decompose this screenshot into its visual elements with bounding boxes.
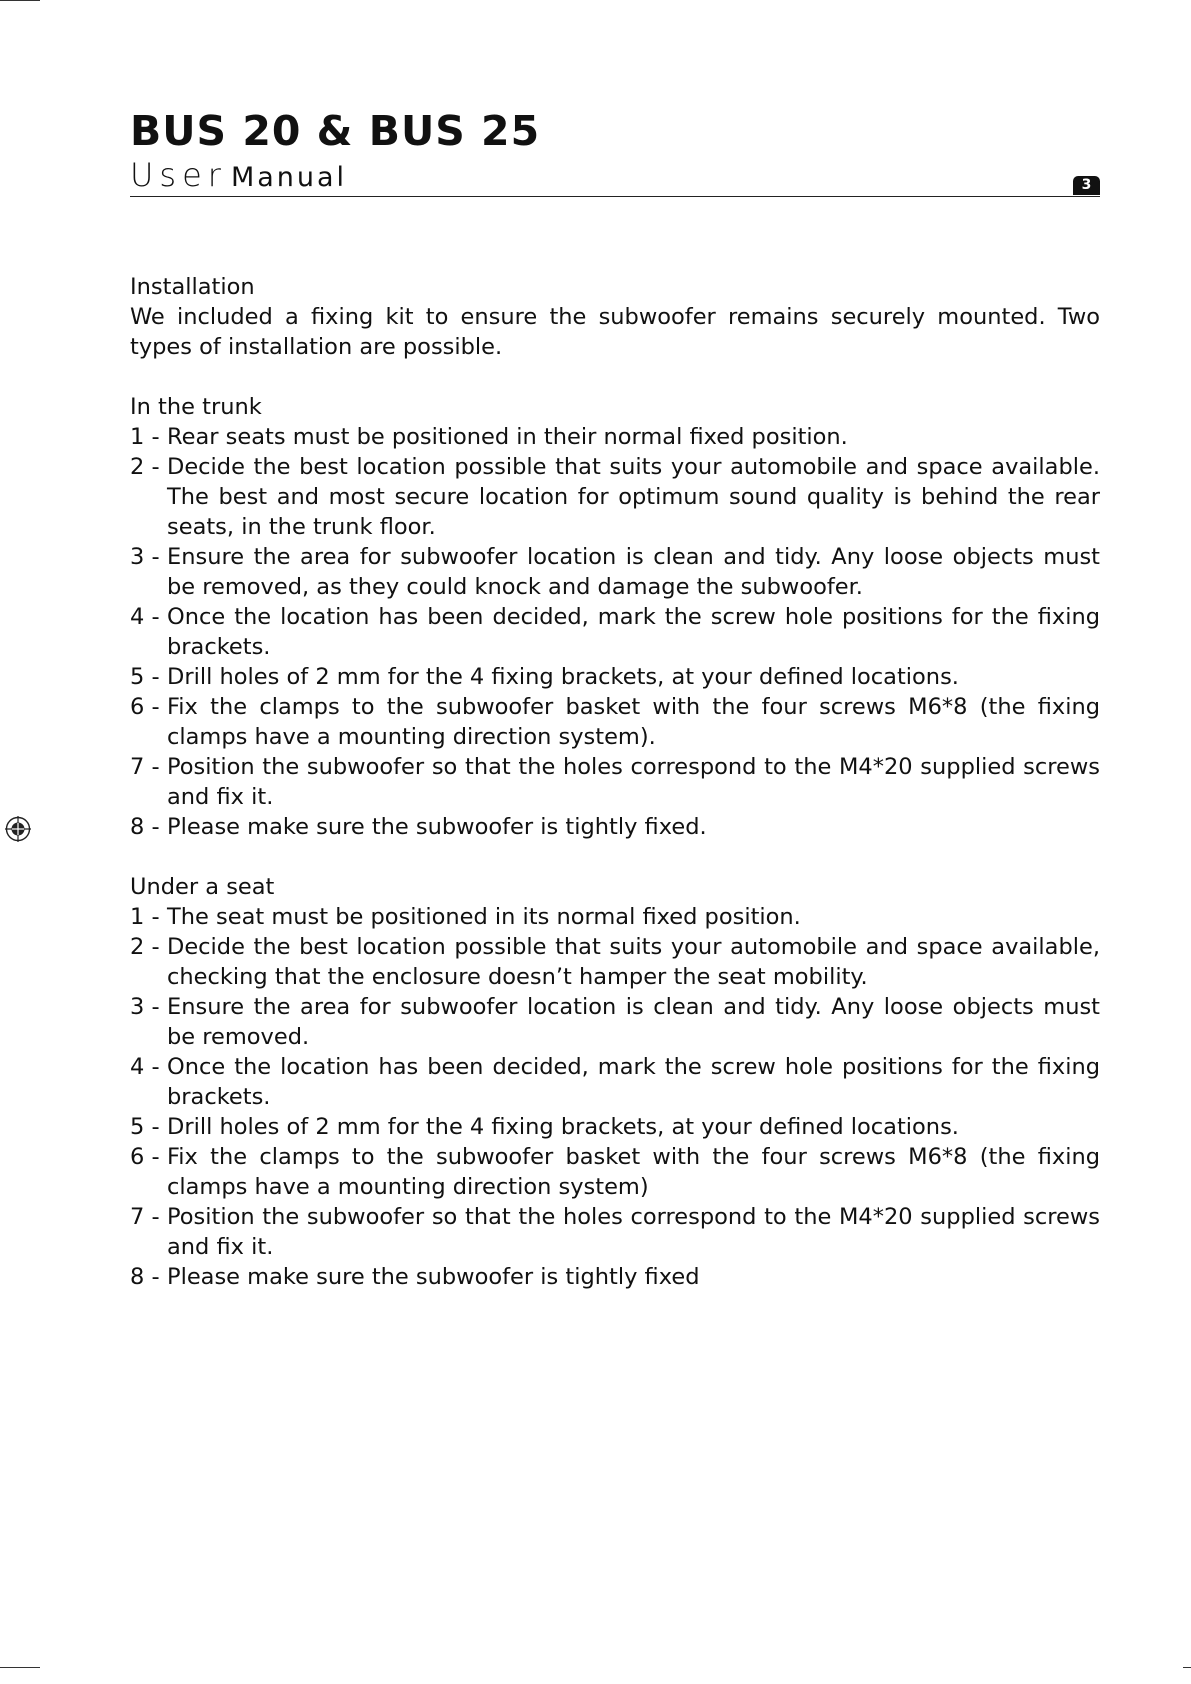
list-item (130, 992, 1100, 1052)
installation-heading: Installation (130, 274, 255, 300)
registration-mark-icon (5, 816, 31, 842)
step-text: Please make sure the subwoofer is tightly fixed (167, 1264, 700, 1290)
header-rule (130, 196, 1100, 197)
step-number: 7 - (130, 754, 160, 780)
crop-mark-bottom-right (1183, 1667, 1191, 1668)
page-number-badge: 3 (1073, 176, 1100, 195)
step-number: 5 - (130, 664, 160, 690)
page-header (130, 108, 1100, 194)
step-text: Fix the clamps to the subwoofer basket with the four screws M6*8 (the fixing clamps have a mounting direction system) (167, 1144, 1100, 1200)
step-number: 6 - (130, 1144, 160, 1170)
list-item (130, 422, 1100, 452)
step-number: 1 - (130, 424, 160, 450)
crop-mark-bottom-left (0, 1667, 40, 1668)
crop-mark-top-left (0, 0, 40, 1)
step-number: 4 - (130, 604, 160, 630)
step-text: Once the location has been decided, mark the screw hole positions for the fixing brackets. (167, 1054, 1100, 1110)
step-text: Drill holes of 2 mm for the 4 fixing brackets, at your defined locations. (167, 664, 959, 690)
list-item (130, 812, 1100, 842)
step-number: 2 - (130, 934, 160, 960)
seat-steps-list (130, 902, 1100, 1292)
step-number: 2 - (130, 454, 160, 480)
list-item (130, 1142, 1100, 1202)
list-item (130, 752, 1100, 812)
step-text: Rear seats must be positioned in their normal fixed position. (167, 424, 848, 450)
step-text: Decide the best location possible that suits your automobile and space available. The best and most secure location for optimum sound quality is behind the rear seats, in the trunk floor. (167, 454, 1100, 540)
list-item (130, 452, 1100, 542)
subtitle-user: User (130, 156, 227, 194)
step-number: 1 - (130, 904, 160, 930)
step-number: 4 - (130, 1054, 160, 1080)
list-item (130, 1052, 1100, 1112)
installation-text: We included a fixing kit to ensure the subwoofer remains securely mounted. Two types of installation are possible. (130, 304, 1100, 360)
trunk-steps-list (130, 422, 1100, 842)
step-text: Please make sure the subwoofer is tightly fixed. (167, 814, 707, 840)
seat-section (130, 872, 1100, 1292)
list-item (130, 1262, 1100, 1292)
step-text: Ensure the area for subwoofer location is clean and tidy. Any loose objects must be removed, as they could knock and damage the subwoofer. (167, 544, 1100, 600)
manual-title: BUS 20 & BUS 25 (130, 107, 541, 155)
step-text: Position the subwoofer so that the holes correspond to the M4*20 supplied screws and fix it. (167, 754, 1100, 810)
list-item (130, 1202, 1100, 1262)
subtitle-manual: Manual (230, 162, 348, 193)
step-number: 8 - (130, 814, 160, 840)
manual-subtitle (130, 156, 1100, 194)
list-item (130, 902, 1100, 932)
step-text: Fix the clamps to the subwoofer basket with the four screws M6*8 (the fixing clamps have a mounting direction system). (167, 694, 1100, 750)
list-item (130, 1112, 1100, 1142)
step-number: 6 - (130, 694, 160, 720)
step-number: 3 - (130, 994, 160, 1020)
list-item (130, 692, 1100, 752)
step-number: 8 - (130, 1264, 160, 1290)
installation-section (130, 272, 1100, 362)
trunk-section (130, 392, 1100, 842)
list-item (130, 932, 1100, 992)
step-text: Drill holes of 2 mm for the 4 fixing brackets, at your defined locations. (167, 1114, 959, 1140)
list-item (130, 542, 1100, 602)
list-item (130, 602, 1100, 662)
trunk-heading: In the trunk (130, 394, 262, 420)
step-text: Position the subwoofer so that the holes correspond to the M4*20 supplied screws and fix it. (167, 1204, 1100, 1260)
seat-heading: Under a seat (130, 874, 275, 900)
step-number: 3 - (130, 544, 160, 570)
step-number: 7 - (130, 1204, 160, 1230)
step-number: 5 - (130, 1114, 160, 1140)
step-text: Ensure the area for subwoofer location is clean and tidy. Any loose objects must be removed. (167, 994, 1100, 1050)
step-text: The seat must be positioned in its normal fixed position. (167, 904, 801, 930)
step-text: Decide the best location possible that suits your automobile and space available, checking that the enclosure doesn’t hamper the seat mobility. (167, 934, 1100, 990)
step-text: Once the location has been decided, mark the screw hole positions for the fixing brackets. (167, 604, 1100, 660)
list-item (130, 662, 1100, 692)
